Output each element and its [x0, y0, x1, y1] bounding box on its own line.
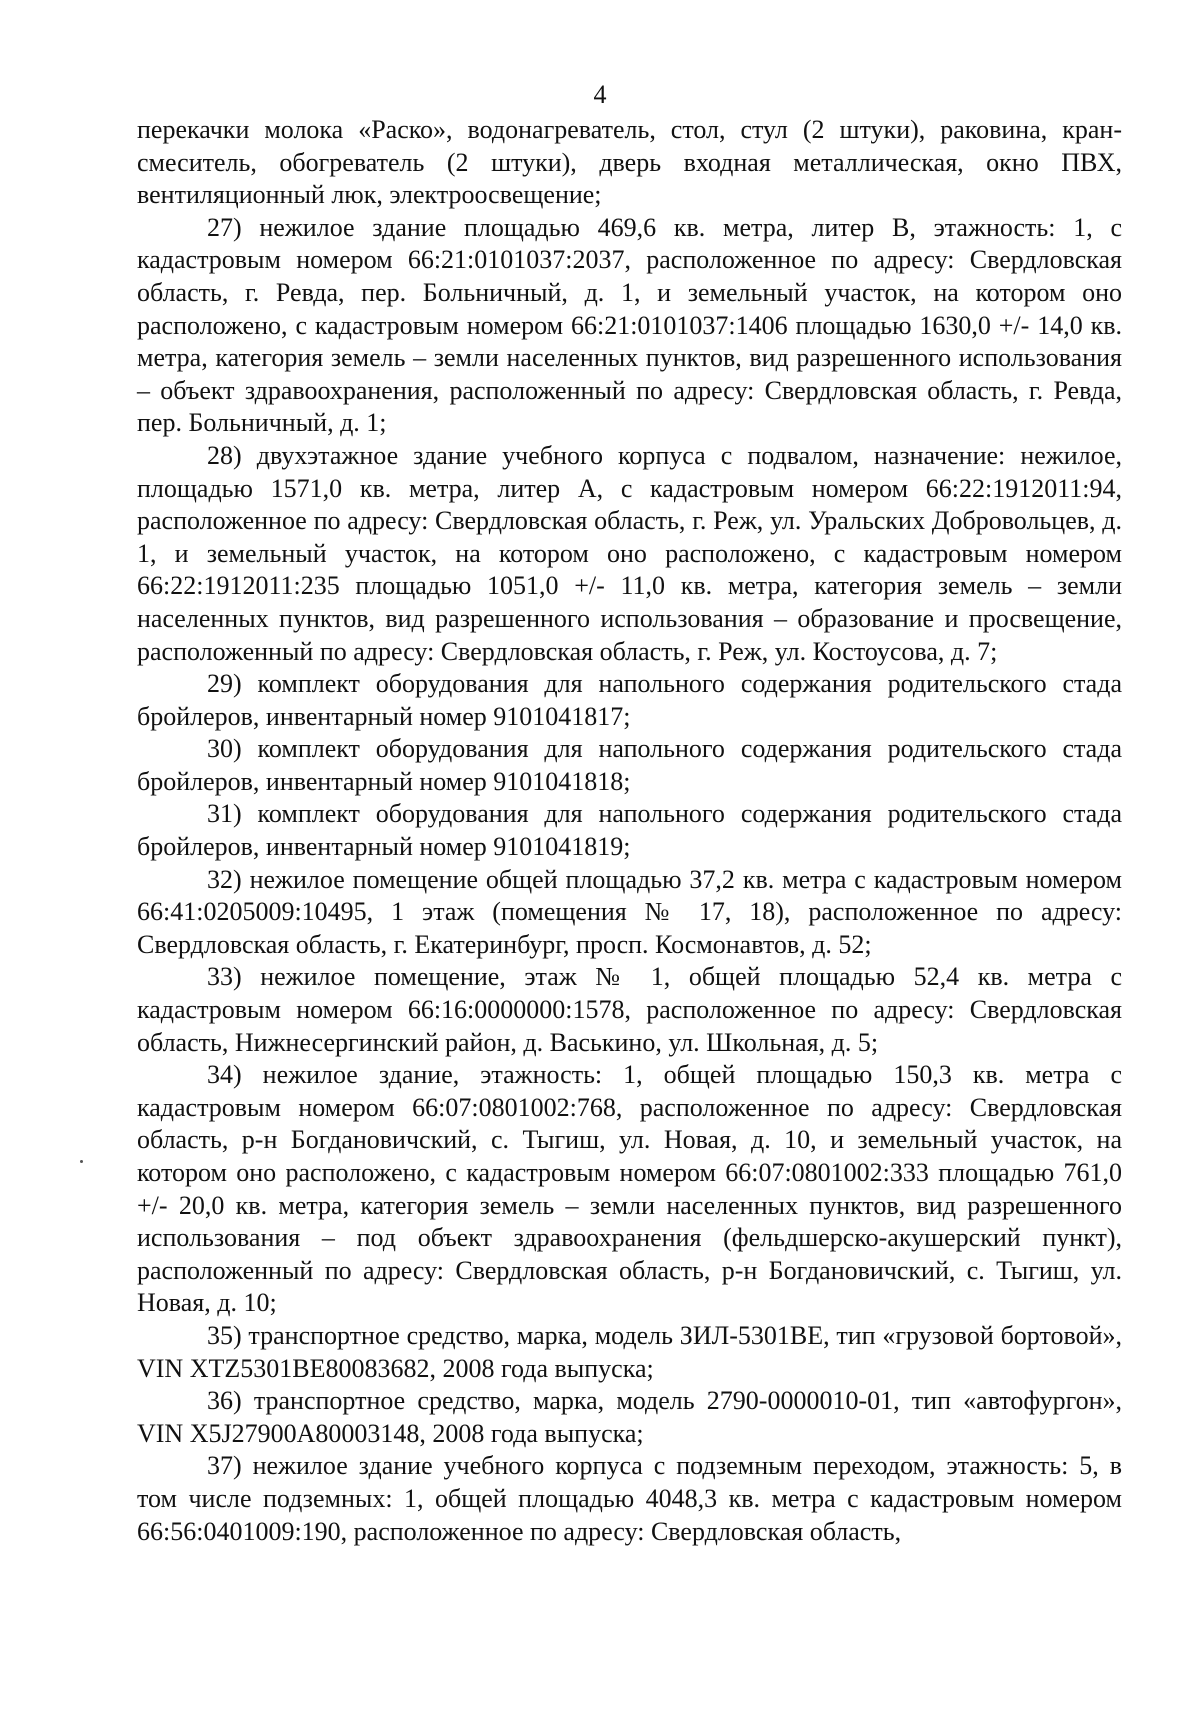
list-item-30: 30) комплект оборудования для напольного содержания родительского стада бройлеров, инвентарный номер 9101041818; [137, 734, 1122, 796]
list-item-36: 36) транспортное средство, марка, модель 2790-0000010-01, тип «автофургон», VIN X5J27900A80003148, 2008 года выпуска; [137, 1386, 1122, 1448]
scan-speck [80, 1160, 83, 1163]
list-item-35: 35) транспортное средство, марка, модель ЗИЛ-5301ВЕ, тип «грузовой бортовой», VIN XTZ5301BE80083682, 2008 года выпуска; [137, 1320, 1122, 1383]
list-item-33: 33) нежилое помещение, этаж № 1, общей площадью 52,4 кв. метра с кадастровым номером 66:16:0000000:1578, расположенное по адресу: Свердловская область, Нижнесергинский район, д. Васькино, ул. Школьная, д. 5; [137, 962, 1122, 1057]
list-item-32: 32) нежилое помещение общей площадью 37,2 кв. метра с кадастровым номером 66:41:0205009:10495, 1 этаж (помещения № 17, 18), расположенное по адресу: Свердловская область, г. Екатеринбург, просп. Космонавтов, д. 52; [137, 864, 1122, 959]
paragraph-continuation: перекачки молока «Раско», водонагреватель, стол, стул (2 штуки), раковина, кран-смеситель, обогреватель (2 штуки), дверь входная металлическая, окно ПВХ, вентиляционный люк, электроосвещение; [137, 115, 1122, 210]
list-item-27: 27) нежилое здание площадью 469,6 кв. метра, литер В, этажность: 1, с кадастровым номером 66:21:0101037:2037, расположенное по адресу: Свердловская область, г. Ревда, пер. Больничный, д. 1, и земельный участок, на котором оно расположено, с кадастровым номером 66:21:0101037:1406 площадью 1630,0 +/- 14,0 кв. метра, категория земель – земли населенных пунктов, вид разрешенного использования – объект здравоохранения, расположенный по адресу: Свердловская область, г. Ревда, пер. Больничный, д. 1; [137, 212, 1122, 438]
list-item-28: 28) двухэтажное здание учебного корпуса с подвалом, назначение: нежилое, площадью 1571,0 кв. метра, литер А, с кадастровым номером 66:22:1912011:94, расположенное по адресу: Свердловская область, г. Реж, ул. Уральских Добровольцев, д. 1, и земельный участок, на котором оно расположено, с кадастровым номером 66:22:1912011:235 площадью 1051,0 +/- 11,0 кв. метра, категория земель – земли населенных пунктов, вид разрешенного использования – образование и просвещение, расположенный по адресу: Свердловская область, г. Реж, ул. Костоусова, д. 7; [137, 440, 1122, 666]
document-body [137, 114, 1122, 1548]
list-item-34: 34) нежилое здание, этажность: 1, общей площадью 150,3 кв. метра с кадастровым номером 66:07:0801002:768, расположенное по адресу: Свердловская область, р-н Богдановичский, с. Тыгиш, ул. Новая, д. 10, и земельный участок, на котором оно расположено, с кадастровым номером 66:07:0801002:333 площадью 761,0 +/- 20,0 кв. метра, категория земель – земли населенных пунктов, вид разрешенного использования – под объект здравоохранения (фельдшерско-акушерский пункт), расположенный по адресу: Свердловская область, р-н Богдановичский, с. Тыгиш, ул. Новая, д. 10; [137, 1060, 1122, 1318]
list-item-31: 31) комплект оборудования для напольного содержания родительского стада бройлеров, инвентарный номер 9101041819; [137, 799, 1122, 862]
page-number: 4 [593, 80, 607, 109]
list-item-29: 29) комплект оборудования для напольного содержания родительского стада бройлеров, инвентарный номер 9101041817; [137, 669, 1122, 731]
list-item-37: 37) нежилое здание учебного корпуса с подземным переходом, этажность: 5, в том числе подземных: 1, общей площадью 4048,3 кв. метра с кадастровым номером 66:56:0401009:190, расположенное по адресу: Свердловская область, [137, 1451, 1122, 1546]
